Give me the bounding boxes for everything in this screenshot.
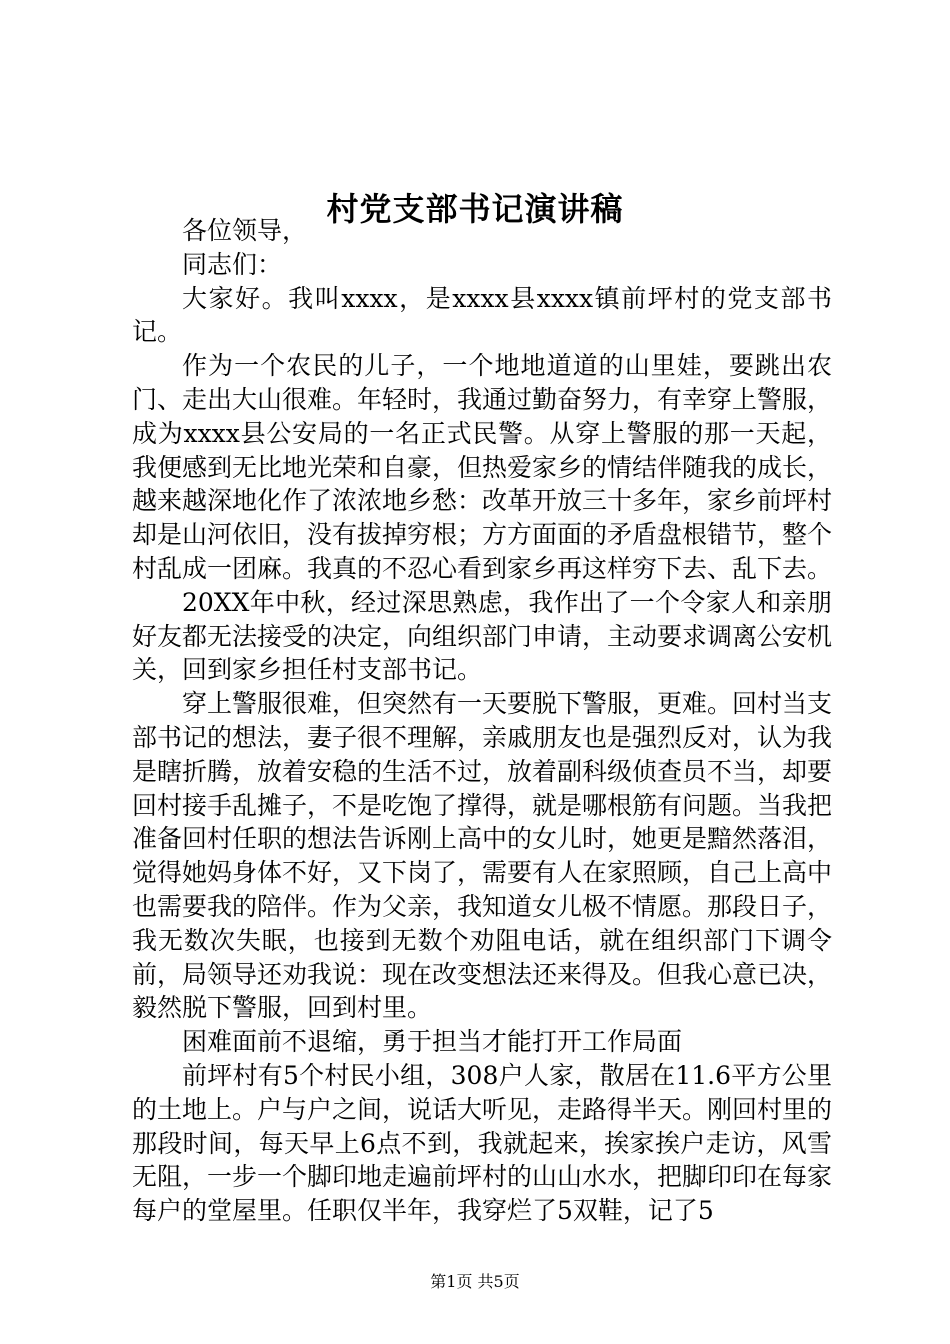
page-number-footer: 第1页 共5页 [430,1272,520,1291]
paragraph-sacrifice: 穿上警服很难，但突然有一天要脱下警服，更难。回村当支部书记的想法，妻子很不理解，亲戚朋友也是强烈反对，认为我是瞎折腾，放着安稳的生活不过，放着副科级侦查员不当，却要回村接手乱摊子，不是吃饱了撑得，就是哪根筋有问题。当我把准备回村任职的想法告诉刚上高中的女儿时，她更是黯然落泪，觉得她妈身体不好，又下岗了，需要有人在家照顾，自己上高中也需要我的陪伴。作为父亲，我知道女儿极不情愿。那段日子，我无数次失眠，也接到无数个劝阻电话，就在组织部门下调令前，局领导还劝我说：现在改变想法还来得及。但我心意已决，毅然脱下警服，回到村里。 [132,689,833,1023]
paragraph-background: 作为一个农民的儿子，一个地地道道的山里娃，要跳出农门、走出大山很难。年轻时，我通过勤奋努力，有幸穿上警服，成为xxxx县公安局的一名正式民警。从穿上警服的那一天起，我便感到无比地光荣和自豪，但热爱家乡的情结伴随我的成长，越来越深地化作了浓浓地乡愁：改革开放三十多年，家乡前坪村却是山河依旧，没有拔掉穷根；方方面面的矛盾盘根错节，整个村乱成一团麻。我真的不忍心看到家乡再这样穷下去、乱下去。 [132,351,833,583]
paragraph-village-work: 前坪村有5个村民小组，308户人家，散居在11.6平方公里的土地上。户与户之间，说话大听见，走路得半天。刚回村里的那段时间，每天早上6点不到，我就起来，挨家挨户走访，风雪无阻，一步一个脚印地走遍前坪村的山山水水，把脚印印在每家每户的堂屋里。任职仅半年，我穿烂了5双鞋，记了5 [132,1060,833,1226]
paragraph-greeting: 大家好。我叫xxxx，是xxxx县xxxx镇前坪村的党支部书记。 [132,283,832,347]
document-body [132,214,832,1228]
paragraph-decision: 20XX年中秋，经过深思熟虑，我作出了一个令家人和亲朋好友都无法接受的决定，向组织部门申请，主动要求调离公安机关，回到家乡担任村支部书记。 [132,587,833,685]
section-heading: 困难面前不退缩，勇于担当才能打开工作局面 [182,1027,683,1057]
salutation-leaders: 各位领导， [182,216,308,245]
salutation-comrades: 同志们： [182,249,283,279]
document-title: 村党支部书记演讲稿 [326,190,624,228]
